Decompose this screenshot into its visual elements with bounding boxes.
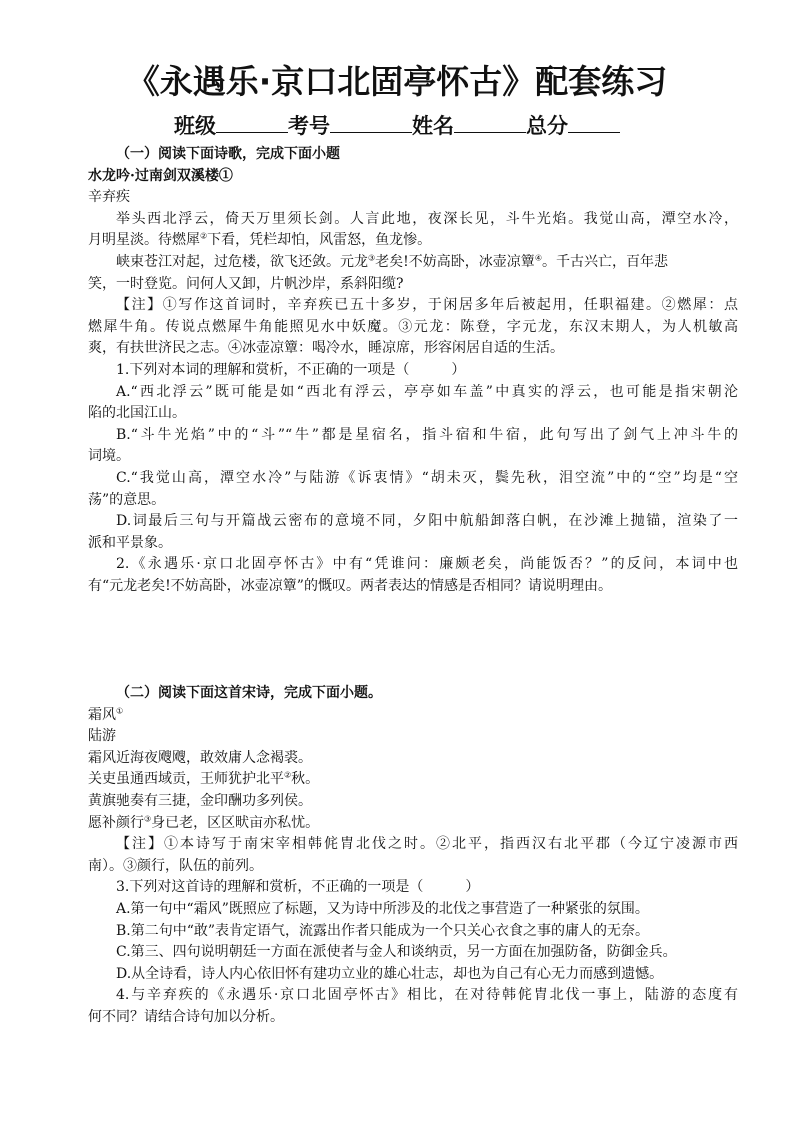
q1-option-a-cont: 陷的北国江山。 <box>88 405 186 422</box>
poem2-line: 霜风近海夜飕飕，敢效庸人念褐裘。 <box>88 749 312 766</box>
number-label: 考号 <box>288 114 330 138</box>
footnote-mark: ④ <box>534 253 542 263</box>
footnote-mark: ③ <box>368 253 376 263</box>
poem2-author: 陆游 <box>88 728 116 745</box>
poem1-author: 辛弃疾 <box>88 189 130 206</box>
poem1-line: 举头西北浮云，倚天万里须长剑。人言此地，夜深长见，斗牛光焰。我觉山高，潭空水冷， <box>116 210 738 227</box>
poem2-note: 南）。③颜行，队伍的前列。 <box>88 857 263 874</box>
poem2-text: 秋。 <box>291 771 320 788</box>
poem2-line <box>88 813 738 835</box>
class-label: 班级 <box>174 114 216 138</box>
q1-option-c[interactable]: C.“我觉山高，潭空水冷”与陆游《诉衷情》“胡未灭，鬓先秋，泪空流”中的“空”均是“空 <box>116 469 738 486</box>
question-1: 1.下列对本词的理解和赏析，不正确的一项是（ ） <box>116 361 466 378</box>
poem1-text: 老矣!不妨高卧，冰壶凉簟 <box>375 253 535 270</box>
poem2-text: 身已老，区区畎亩亦私忧。 <box>151 814 320 831</box>
q1-option-a[interactable]: A.“西北浮云”既可能是如“西北有浮云，亭亭如车盖”中真实的浮云，也可能是指宋朝沦 <box>116 383 738 400</box>
footnote-mark: ② <box>284 770 292 780</box>
footnote-mark: ① <box>116 706 124 715</box>
section1-heading: （一）阅读下面诗歌，完成下面小题 <box>116 146 340 162</box>
footnote-mark: ② <box>200 231 208 241</box>
poem2-line <box>88 769 738 791</box>
question-3: 3.下列对这首诗的理解和赏析，不正确的一项是（ ） <box>116 879 480 896</box>
poem1-text: 月明星淡。待燃犀 <box>88 232 200 249</box>
q3-option-a[interactable]: A.第一句中“霜风”既照应了标题，又为诗中所涉及的北伐之事营造了一种紧张的氛围。 <box>116 901 649 917</box>
score-label: 总分 <box>526 114 568 138</box>
name-label: 姓名 <box>412 114 454 138</box>
student-info-line <box>0 112 794 140</box>
page-title: 《永遇乐·京口北固亭怀古》配套练习 <box>126 62 668 101</box>
poem1-text: 峡束苍江对起，过危楼，欲飞还敛。元龙 <box>116 253 368 270</box>
number-blank[interactable] <box>330 112 412 133</box>
poem1-text: 下看，凭栏却怕，风雷怒，鱼龙惨。 <box>207 232 432 249</box>
answer-space[interactable] <box>88 597 738 661</box>
poem1-note: 【注】①写作这首词时，辛弃疾已五十多岁，于闲居多年后被起用，任职福建。②燃犀：点 <box>116 297 738 314</box>
q1-option-c-cont: 荡”的意思。 <box>88 491 166 508</box>
question-4: 4.与辛弃疾的《永遇乐·京口北固亭怀古》相比，在对待韩侂胄北伐一事上，陆游的态度有 <box>116 987 738 1004</box>
q1-option-b[interactable]: B.“斗牛光焰”中的“斗”“牛”都是星宿名，指斗宿和牛宿，此句写出了剑气上冲斗牛的 <box>116 426 738 443</box>
poem1-line: 笑，一时登览。问何人又卸，片帆沙岸，系斜阳缆? <box>88 275 404 292</box>
poem2-title-text: 霜风 <box>88 706 116 723</box>
poem2-text: 愿补颜行 <box>88 814 144 831</box>
spacer <box>88 661 738 683</box>
poem1-note: 燃犀牛角。传说点燃犀牛角能照见水中妖魔。③元龙：陈登，字元龙，东汉末期人，为人机敏高 <box>88 318 738 335</box>
poem2-line: 黄旗驰奏有三捷，金印酬功多列侯。 <box>88 793 312 810</box>
poem1-text: 。千古兴亡，百年悲 <box>541 253 668 270</box>
poem2-title <box>88 705 738 727</box>
q1-option-d-cont: 派和平景象。 <box>88 534 172 551</box>
footnote-mark: ③ <box>144 813 152 823</box>
question-2-cont: 有“元龙老矣!不妨高卧，冰壶凉簟”的慨叹。两者表达的情感是否相同？请说明理由。 <box>88 577 612 594</box>
q3-option-d[interactable]: D.从全诗看，诗人内心依旧怀有建功立业的雄心壮志，却也为自己有心无力而感到遗憾。 <box>116 965 664 982</box>
class-blank[interactable] <box>216 112 288 133</box>
q3-option-c[interactable]: C.第三、四句说明朝廷一方面在派使者与金人和谈纳贡，另一方面在加强防备，防御金兵。 <box>116 944 677 961</box>
q3-option-b[interactable]: B.第二句中“敢”表肯定语气，流露出作者只能成为一个只关心衣食之事的庸人的无奈。 <box>116 922 650 939</box>
poem2-text: 关吏虽通西域贡，王师犹护北平 <box>88 771 284 788</box>
question-2: 2.《永遇乐·京口北固亭怀古》中有“凭谁问：廉颇老矣，尚能饭否？”的反问，本词中也 <box>116 556 738 573</box>
question-4-cont: 何不同？请结合诗句加以分析。 <box>88 1008 284 1025</box>
name-blank[interactable] <box>454 112 526 133</box>
q1-option-b-cont: 词境。 <box>88 448 130 465</box>
poem1-title: 水龙吟·过南剑双溪楼① <box>88 167 233 184</box>
poem1-line <box>88 230 738 252</box>
poem1-note: 爽，有扶世济民之志。④冰壶凉簟：喝冷水，睡凉席，形容闲居自适的生活。 <box>88 340 564 357</box>
poem2-note: 【注】①本诗写于南宋宰相韩侂胄北伐之时。②北平，指西汉右北平郡（今辽宁凌源市西 <box>116 836 738 853</box>
worksheet-content <box>88 144 738 1029</box>
score-blank[interactable] <box>568 112 620 133</box>
q1-option-d[interactable]: D.词最后三句与开篇战云密布的意境不同，夕阳中航船卸落白帆，在沙滩上抛锚，渲染了一 <box>116 513 738 530</box>
section2-heading: （二）阅读下面这首宋诗，完成下面小题。 <box>116 685 382 702</box>
poem1-line <box>88 252 738 274</box>
